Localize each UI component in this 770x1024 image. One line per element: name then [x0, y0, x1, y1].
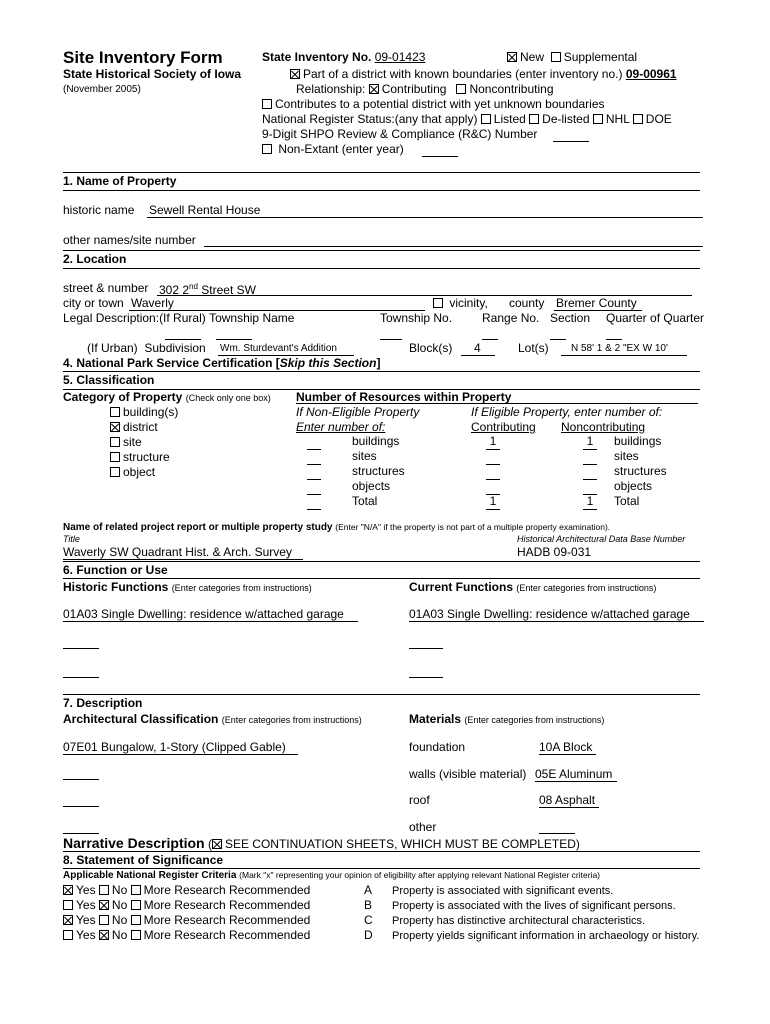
divider [63, 694, 700, 695]
category-heading: Category of Property (Check only one box) [63, 390, 271, 404]
arch-class-field-2[interactable] [63, 779, 99, 780]
noncontributing-col-label: Noncontributing [561, 420, 646, 434]
section-7-heading: 7. Description [63, 696, 143, 710]
new-label: New [520, 50, 545, 64]
historic-function-field-3[interactable] [63, 677, 99, 678]
block-value[interactable]: 4 [474, 341, 481, 355]
street-value[interactable]: 302 2nd Street SW [159, 282, 256, 297]
district-row [290, 68, 677, 82]
historic-name-line [147, 217, 703, 218]
lot-value[interactable]: N 58' 1 & 2 "EX W 10' [571, 343, 668, 354]
foundation-label: foundation [409, 740, 466, 754]
legal-description-row: Legal Description:(If Rural) Township Name [63, 311, 295, 325]
divider [63, 371, 700, 372]
more-research-label: More Research Recommended [143, 898, 311, 912]
section-5-heading: 5. Classification [63, 373, 155, 387]
current-function-field-2[interactable] [409, 648, 443, 649]
yes-checkbox[interactable] [63, 885, 73, 895]
listed-label: Listed [493, 112, 526, 126]
noncontributing-count[interactable]: 1 [586, 434, 594, 448]
category-option [110, 451, 170, 465]
potential-label: Contributes to a potential district with yet unknown boundaries [275, 97, 605, 111]
doe-label: DOE [645, 112, 672, 126]
divider [63, 268, 700, 269]
resource-type-label: buildings [614, 434, 662, 448]
organization: State Historical Society of Iowa [63, 67, 242, 81]
category-label: building(s) [123, 405, 179, 419]
quarter-label: Quarter of Quarter [606, 311, 705, 325]
count-line [307, 449, 321, 450]
count-line [307, 479, 321, 480]
roof-line [539, 807, 599, 808]
divider [63, 190, 700, 191]
category-label: site [123, 435, 142, 449]
nhl-label: NHL [605, 112, 630, 126]
divider [63, 868, 700, 869]
resource-type-label: Total [614, 494, 640, 508]
count-line [307, 464, 321, 465]
count-line [486, 479, 500, 480]
form-date: (November 2005) [63, 84, 141, 95]
shpo-field[interactable] [553, 141, 589, 142]
resource-type-label: structures [352, 464, 405, 478]
listed-checkbox[interactable] [481, 114, 491, 124]
lot-label: Lot(s) [518, 341, 549, 355]
no-label: No [111, 913, 128, 927]
section-field[interactable] [550, 339, 566, 340]
no-checkbox[interactable] [99, 885, 109, 895]
divider [63, 578, 700, 579]
title-label: Title [63, 534, 80, 544]
no-label: No [111, 883, 128, 897]
category-option [110, 406, 178, 420]
nonextant-checkbox[interactable] [262, 144, 272, 154]
noneligible-label: If Non-Eligible Property [296, 405, 420, 419]
district-checkbox[interactable] [290, 69, 300, 79]
resources-heading-line [296, 403, 698, 404]
potential-checkbox[interactable] [262, 99, 272, 109]
inventory-label: State Inventory No. [262, 50, 372, 64]
yes-label: Yes [76, 898, 96, 912]
current-function-value[interactable]: 01A03 Single Dwelling: residence w/attached garage [409, 607, 690, 621]
no-checkbox[interactable] [99, 930, 109, 940]
no-label: No [111, 898, 128, 912]
materials-heading: Materials (Enter categories from instructions) [409, 712, 605, 726]
narrative-row: Narrative Description ( SEE CONTINUATION SHEETS, WHICH MUST BE COMPLETED) [63, 835, 580, 851]
section-2-heading: 2. Location [63, 252, 127, 266]
criterion-row [63, 899, 310, 913]
arch-class-line [63, 754, 298, 755]
noncontributing-count[interactable]: 1 [586, 494, 594, 508]
other-material-field[interactable] [539, 833, 575, 834]
criterion-row [63, 914, 310, 928]
other-label: other [409, 820, 437, 834]
divider [63, 561, 700, 562]
category-option [110, 436, 142, 450]
noncontributing-checkbox[interactable] [456, 84, 466, 94]
roof-value[interactable]: 08 Asphalt [539, 793, 596, 807]
historic-function-line [63, 621, 358, 622]
category-option [110, 421, 158, 435]
nonextant-row [262, 143, 404, 157]
more-research-checkbox[interactable] [131, 885, 141, 895]
noncontributing-label: Noncontributing [469, 82, 554, 96]
eligible-label: If Eligible Property, enter number of: [471, 405, 663, 419]
nonextant-year-field[interactable] [422, 156, 458, 157]
yes-label: Yes [76, 913, 96, 927]
current-function-field-3[interactable] [409, 677, 443, 678]
resource-type-label: sites [352, 449, 377, 463]
section-6-heading: 6. Function or Use [63, 563, 168, 577]
count-line [583, 464, 597, 465]
no-checkbox[interactable] [99, 900, 109, 910]
quarter-field[interactable] [606, 339, 622, 340]
roof-label: roof [409, 793, 430, 807]
urban-subdivision-row: (If Urban) Subdivision [87, 341, 206, 355]
hadb-label: Historical Architectural Data Base Number [517, 534, 686, 544]
category-label: structure [123, 450, 170, 464]
range-no-label: Range No. [482, 311, 540, 325]
vicinity-row [433, 297, 488, 311]
range-no-field[interactable] [482, 339, 498, 340]
criterion-description: Property is associated with the lives of significant persons. [392, 900, 676, 912]
criterion-description: Property yields significant information in archaeology or history. [392, 930, 700, 942]
resource-type-label: objects [614, 479, 653, 493]
walls-value[interactable]: 05E Aluminum [535, 767, 613, 781]
related-title-line [63, 559, 303, 560]
new-supp-row [507, 51, 637, 65]
criterion-description: Property has distinctive architectural characteristics. [392, 915, 646, 927]
other-names-field[interactable] [204, 246, 703, 247]
township-name-field-2[interactable] [216, 339, 252, 340]
related-study-label: Name of related project report or multiple property study (Enter "N/A" if the property is not part of a multiple property examination). [63, 522, 611, 533]
township-no-field[interactable] [380, 339, 402, 340]
enter-number-label: Enter number of: [296, 420, 386, 434]
arch-class-field-3[interactable] [63, 806, 99, 807]
current-functions-heading: Current Functions (Enter categories from instructions) [409, 580, 657, 594]
nr-status-label: National Register Status:(any that apply) [262, 112, 478, 126]
form-title: Site Inventory Form [63, 48, 223, 67]
no-checkbox[interactable] [99, 915, 109, 925]
category-label: district [123, 420, 158, 434]
criterion-description: Property is associated with significant events. [392, 885, 614, 897]
divider [63, 172, 700, 173]
yes-checkbox[interactable] [63, 900, 73, 910]
historic-function-value[interactable]: 01A03 Single Dwelling: residence w/attached garage [63, 607, 344, 621]
county-value[interactable]: Bremer County [556, 296, 637, 310]
resource-type-label: structures [614, 464, 667, 478]
contributing-col-label: Contributing [471, 420, 536, 434]
relationship-label: Relationship: [296, 82, 366, 96]
supplemental-label: Supplemental [563, 50, 638, 64]
category-checkbox[interactable] [110, 452, 120, 462]
yes-checkbox[interactable] [63, 930, 73, 940]
supplemental-checkbox[interactable] [551, 52, 561, 62]
arch-class-heading: Architectural Classification (Enter categories from instructions) [63, 712, 362, 726]
category-checkbox[interactable] [110, 437, 120, 447]
criterion-row [63, 884, 310, 898]
vicinity-label: vicinity, [449, 296, 488, 310]
criterion-row [63, 929, 310, 943]
yes-label: Yes [76, 928, 96, 942]
district-number[interactable]: 09-00961 [625, 67, 677, 81]
divider [63, 851, 700, 852]
more-research-label: More Research Recommended [143, 928, 311, 942]
block-label: Block(s) [409, 341, 453, 355]
foundation-line [539, 754, 596, 755]
district-label: Part of a district with known boundaries (enter inventory no.) [303, 67, 623, 81]
section-label: Section [550, 311, 591, 325]
state-inventory-row [262, 51, 425, 65]
block-line [461, 355, 495, 356]
more-research-checkbox[interactable] [131, 930, 141, 940]
more-research-checkbox[interactable] [131, 900, 141, 910]
arch-class-value[interactable]: 07E01 Bungalow, 1-Story (Clipped Gable) [63, 740, 286, 754]
inventory-number[interactable]: 09-01423 [374, 50, 426, 64]
count-line [307, 509, 321, 510]
historic-functions-heading: Historic Functions (Enter categories from instructions) [63, 580, 312, 594]
category-checkbox[interactable] [110, 467, 120, 477]
divider [63, 250, 700, 251]
narrative-text: SEE CONTINUATION SHEETS, WHICH MUST BE COMPLETED) [224, 837, 580, 851]
count-line [307, 494, 321, 495]
city-value[interactable]: Waverly [131, 296, 174, 310]
narrative-checkbox[interactable] [212, 839, 222, 849]
township-no-label: Township No. [380, 311, 453, 325]
criterion-letter: D [364, 928, 373, 942]
related-title-value[interactable]: Waverly SW Quadrant Hist. & Arch. Survey [63, 545, 292, 559]
other-names-label: other names/site number [63, 233, 196, 247]
walls-line [535, 781, 617, 782]
nhl-checkbox[interactable] [593, 114, 603, 124]
count-line [486, 464, 500, 465]
yes-checkbox[interactable] [63, 915, 73, 925]
contributing-checkbox[interactable] [369, 84, 379, 94]
count-line [486, 449, 500, 450]
more-research-label: More Research Recommended [143, 883, 311, 897]
new-checkbox[interactable] [507, 52, 517, 62]
resource-type-label: objects [352, 479, 391, 493]
nonextant-label: Non-Extant (enter year) [278, 142, 404, 156]
more-research-label: More Research Recommended [143, 913, 311, 927]
resource-type-label: buildings [352, 434, 400, 448]
no-label: No [111, 928, 128, 942]
potential-district-row [262, 98, 605, 112]
contributing-label: Contributing [381, 82, 447, 96]
section-8-heading: 8. Statement of Significance [63, 853, 224, 867]
delisted-checkbox[interactable] [529, 114, 539, 124]
vicinity-checkbox[interactable] [433, 298, 443, 308]
section-4-heading: 4. National Park Service Certification [Skip this Section] [63, 356, 381, 370]
historic-function-field-2[interactable] [63, 648, 99, 649]
nr-status-row [262, 113, 672, 127]
criterion-letter: A [364, 883, 373, 897]
township-name-field[interactable] [165, 339, 201, 340]
count-line [583, 509, 597, 510]
category-label: object [123, 465, 156, 479]
foundation-value[interactable]: 10A Block [539, 740, 593, 754]
resources-heading: Number of Resources within Property [296, 390, 512, 404]
criteria-heading: Applicable National Register Criteria (Mark "x" representing your opinion of eligibility after applying relevant National Register criteria) [63, 870, 601, 881]
historic-name-label: historic name [63, 203, 135, 217]
doe-checkbox[interactable] [633, 114, 643, 124]
criterion-letter: C [364, 913, 373, 927]
resource-type-label: Total [352, 494, 378, 508]
section-1-heading: 1. Name of Property [63, 174, 177, 188]
county-label: county [509, 296, 545, 310]
category-checkbox[interactable] [110, 422, 120, 432]
historic-name-value[interactable]: Sewell Rental House [149, 203, 261, 217]
criterion-letter: B [364, 898, 373, 912]
city-label: city or town [63, 296, 124, 310]
contributing-count[interactable]: 1 [489, 434, 497, 448]
arch-class-field-4[interactable] [63, 833, 99, 834]
more-research-checkbox[interactable] [131, 915, 141, 925]
relationship-row [296, 83, 554, 97]
delisted-label: De-listed [542, 112, 590, 126]
contributing-count[interactable]: 1 [489, 494, 497, 508]
hadb-value[interactable]: HADB 09-031 [517, 545, 592, 559]
category-checkbox[interactable] [110, 407, 120, 417]
shpo-label: 9-Digit SHPO Review & Compliance (R&C) Number [262, 127, 538, 141]
count-line [583, 449, 597, 450]
subdivision-value[interactable]: Wm. Sturdevant's Addition [220, 343, 337, 354]
current-function-line [409, 621, 704, 622]
category-option [110, 466, 155, 480]
walls-label: walls (visible material) [409, 767, 527, 781]
count-line [486, 509, 500, 510]
count-line [583, 479, 597, 480]
yes-label: Yes [76, 883, 96, 897]
resource-type-label: sites [614, 449, 639, 463]
street-label: street & number [63, 281, 149, 295]
lot-line [561, 355, 687, 356]
